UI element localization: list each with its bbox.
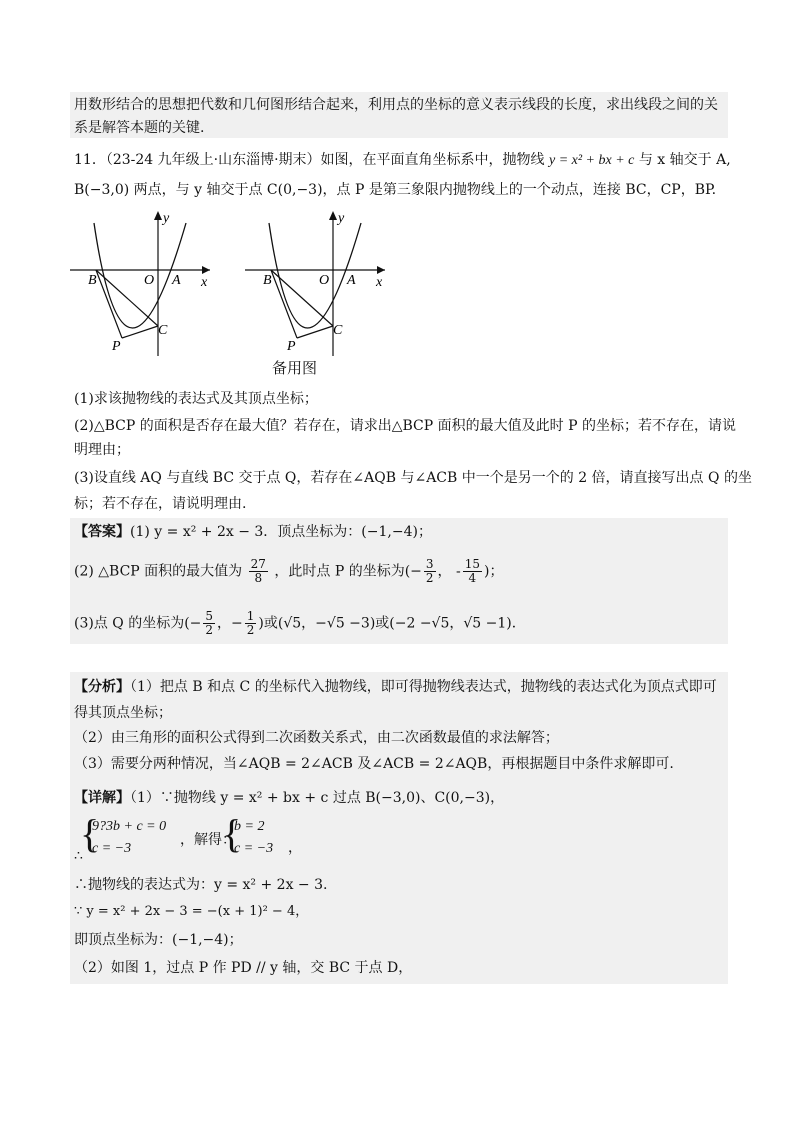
- analysis-title: 【分析】: [74, 679, 130, 695]
- label-x: x: [376, 275, 383, 290]
- fraction-1-2: $\frac{1}{2}$: [246, 609, 255, 637]
- system-equation-2a: b = 2: [234, 819, 265, 834]
- detail-line-6: （2）如图 1，过点 P 作 PD // y 轴，交 BC 于点 D，: [74, 960, 413, 976]
- detail-title: 【详解】: [74, 790, 130, 806]
- segment-bp: [96, 270, 122, 338]
- analysis-line-2: 得其顶点坐标；: [74, 705, 172, 721]
- segment-bp: [271, 270, 297, 338]
- fraction-3-2: $\frac{3}{2}$: [425, 557, 434, 585]
- label-p: P: [112, 339, 121, 354]
- parabola-figure-2: [245, 208, 395, 358]
- label-b: B: [263, 273, 272, 288]
- answer-2-end: )；: [484, 563, 504, 580]
- detail-line-1: [74, 788, 504, 808]
- fraction-15-4: $\frac{15}{4}$: [464, 557, 480, 585]
- detail-text-1: （1）∵抛物线 y = x² + bx + c 过点 B(−3,0)、C(0,−3)，: [130, 790, 505, 806]
- answer-line-2: [74, 558, 503, 585]
- intro-line-1: 用数形结合的思想把代数和几何图形结合起来，利用点的坐标的意义表示线段的长度，求出线段之间的关: [74, 97, 718, 113]
- answer-3-end: )或(√5，−√5 −3)或(−2 −√5，√5 −1)．: [258, 615, 526, 632]
- label-a: A: [347, 273, 356, 288]
- answer-title: 【答案】: [74, 524, 130, 540]
- analysis-line-1: [74, 677, 717, 697]
- system-equation-2b: c = −3: [234, 841, 274, 856]
- system-brace-1: {: [80, 811, 100, 856]
- question-1: (1)求该抛物线的表达式及其顶点坐标；: [74, 391, 318, 407]
- question-3-line-2: 标；若不存在，请说明理由.: [74, 496, 247, 512]
- system-equation-1b: c = −3: [92, 841, 132, 856]
- figure-caption: 备用图: [272, 359, 318, 377]
- label-a: A: [172, 273, 181, 288]
- parabola-equation: y = x² + bx + c: [548, 153, 635, 168]
- problem-prefix: 11．（23-24 九年级上·山东淄博·期末）如图，在平面直角坐标系中，抛物线: [74, 152, 545, 168]
- answer-2-mid: ，此时点 P 的坐标为(−: [274, 563, 422, 580]
- label-c: C: [333, 323, 343, 338]
- analysis-line-4: （3）需要分两种情况，当∠AQB = 2∠ACB 及∠ACB = 2∠AQB，再根据题目中条件求解即可.: [74, 756, 674, 772]
- answer-2-sep: ， -: [437, 563, 461, 580]
- label-b: B: [88, 273, 97, 288]
- detail-line-5: 即顶点坐标为：(−1,−4)；: [74, 932, 243, 948]
- label-x: x: [201, 275, 208, 290]
- x-axis-arrow: [377, 266, 385, 274]
- label-o: O: [144, 273, 155, 288]
- segment-cp: [122, 326, 158, 338]
- question-3-line-1: (3)设直线 AQ 与直线 BC 交于点 Q，若存在∠AQB 与∠ACB 中一个是另一个的 2 倍，请直接写出点 Q 的坐: [74, 470, 752, 486]
- analysis-line-3: （2）由三角形的面积公式得到二次函数关系式，由二次函数最值的求法解答；: [74, 730, 559, 746]
- label-c: C: [158, 323, 168, 338]
- question-2-line-2: 明理由；: [74, 442, 130, 458]
- fraction-27-8: $\frac{27}{8}$: [250, 557, 266, 585]
- label-o: O: [319, 273, 330, 288]
- y-axis-arrow: [154, 211, 162, 220]
- y-axis-arrow: [329, 211, 337, 220]
- answer-line-3: [74, 610, 526, 637]
- analysis-text-1: （1）把点 B 和点 C 的坐标代入抛物线，即可得抛物线表达式，抛物线的表达式化为顶点式即可: [130, 679, 717, 695]
- x-axis-arrow: [202, 266, 210, 274]
- intro-line-2: 系是解答本题的关键.: [74, 120, 205, 136]
- problem-line-1: [74, 150, 731, 171]
- problem-line-2: B(−3,0) 两点，与 y 轴交于点 C(0,−3)，点 P 是第三象限内抛物线上的一个动点，连接 BC，CP，BP.: [74, 182, 717, 198]
- answer-1: (1) y = x² + 2x − 3．顶点坐标为：(−1,−4)；: [130, 524, 432, 540]
- fraction-5-2: $\frac{5}{2}$: [205, 609, 214, 637]
- detail-line-4: ∵ y = x² + 2x − 3 = −(x + 1)² − 4，: [74, 904, 309, 919]
- system-brace-2: {: [222, 811, 242, 856]
- therefore-symbol: ∴: [74, 848, 83, 864]
- parabola-figure-1: [70, 208, 220, 358]
- label-y: y: [338, 211, 345, 226]
- solve-text: ，解得：: [180, 832, 236, 848]
- label-p: P: [287, 339, 296, 354]
- segment-cp: [297, 326, 333, 338]
- answer-2-prefix: (2) △BCP 面积的最大值为: [74, 563, 243, 580]
- label-y: y: [163, 211, 170, 226]
- answer-3-mid: ，−: [217, 615, 243, 632]
- system-equation-1a: 9?3b + c = 0: [92, 819, 167, 834]
- system-end: ，: [288, 840, 302, 856]
- answer-3-prefix: (3)点 Q 的坐标为(−: [74, 615, 202, 632]
- answer-line-1: [74, 522, 432, 542]
- detail-line-3: ∴抛物线的表达式为：y = x² + 2x − 3.: [74, 877, 328, 893]
- problem-suffix: 与 x 轴交于 A,: [638, 152, 731, 168]
- question-2-line-1: (2)△BCP 的面积是否存在最大值？若存在，请求出△BCP 面积的最大值及此时 P 的坐标；若不存在，请说: [74, 418, 736, 434]
